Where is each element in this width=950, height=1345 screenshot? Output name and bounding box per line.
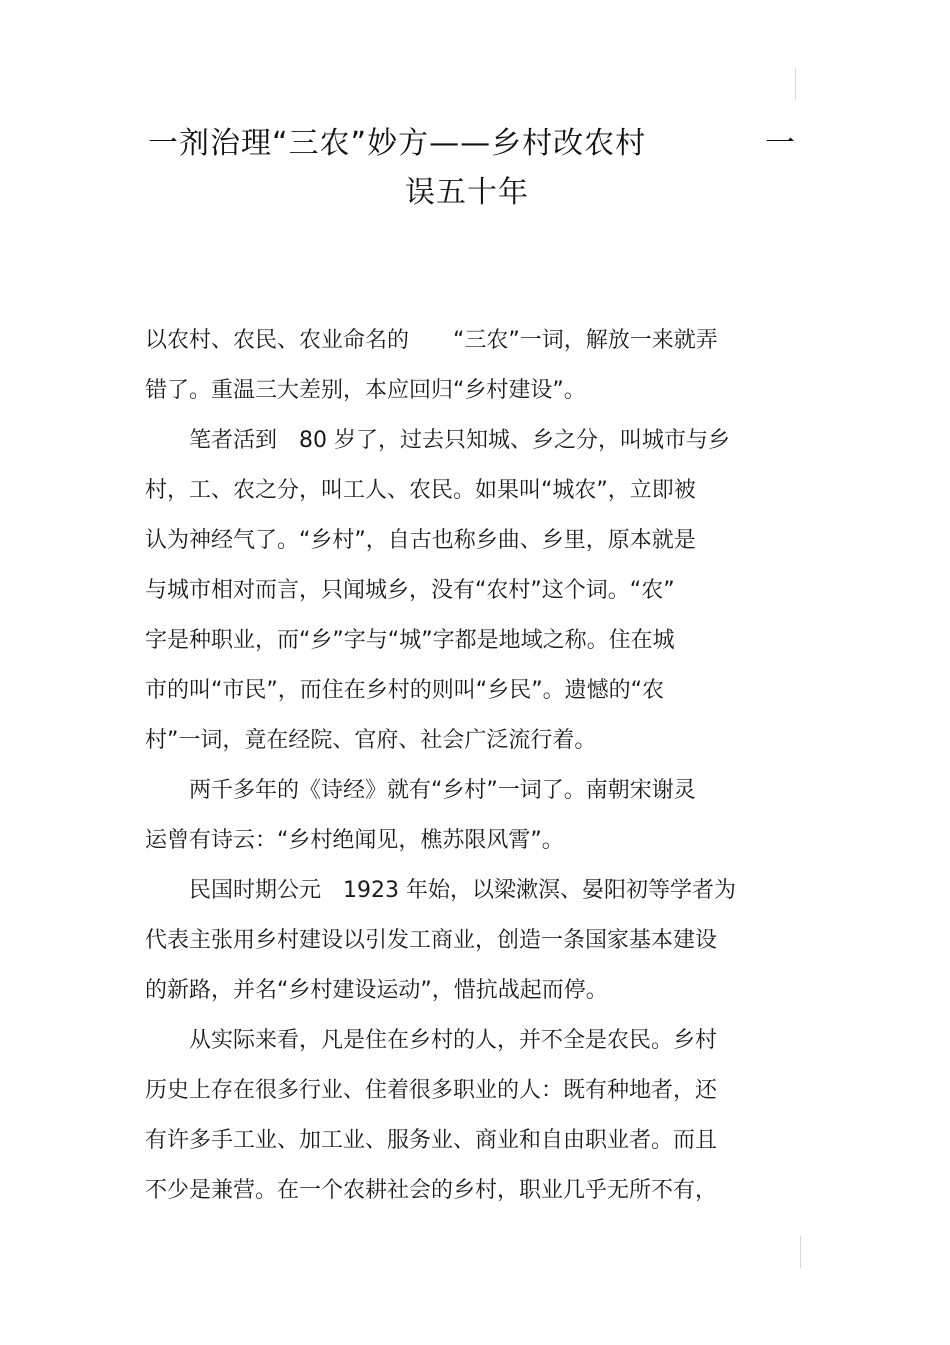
title-line-1-end: 一 <box>765 126 795 161</box>
body-line: 村”一词，竟在经院、官府、社会广泛流行着。 <box>145 728 597 753</box>
body-line: 两千多年的《诗经》就有“乡村”一词了。南朝宋谢灵 <box>145 778 696 803</box>
body-line: 代表主张用乡村建设以引发工商业，创造一条国家基本建设 <box>145 928 718 953</box>
body-line: 认为神经气了。“乡村”，自古也称乡曲、乡里，原本就是 <box>145 528 696 553</box>
page-corner-mark-top <box>795 68 796 100</box>
body-line: 民国时期公元 1923 年始，以梁漱溟、晏阳初等学者为 <box>145 878 736 903</box>
body-line: 以农村、农民、农业命名的 “三农”一词，解放一来就弄 <box>145 328 718 353</box>
page-corner-mark-bottom <box>800 1236 801 1268</box>
body-line: 笔者活到 80 岁了，过去只知城、乡之分，叫城市与乡 <box>145 428 730 453</box>
body-line: 与城市相对而言，只闻城乡，没有“农村”这个词。“农” <box>145 578 675 603</box>
body-line: 村，工、农之分，叫工人、农民。如果叫“城农”，立即被 <box>145 478 696 503</box>
body-line: 字是种职业，而“乡”字与“城”字都是地域之称。住在城 <box>145 628 675 653</box>
body-line: 市的叫“市民”，而住在乡村的则叫“乡民”。遗憾的“农 <box>145 678 664 703</box>
body-line: 运曾有诗云：“乡村绝闻见，樵苏限风霄”。 <box>145 828 564 853</box>
title-line-2: 误五十年 <box>405 175 529 210</box>
title-line-1: 一剂治理“三农”妙方——乡村改农村 <box>148 126 647 161</box>
body-line: 有许多手工业、加工业、服务业、商业和自由职业者。而且 <box>145 1128 718 1153</box>
body-line: 历史上存在很多行业、住着很多职业的人：既有种地者，还 <box>145 1078 718 1103</box>
body-line: 不少是兼营。在一个农耕社会的乡村，职业几乎无所不有， <box>145 1178 718 1203</box>
body-line: 错了。重温三大差别，本应回归“乡村建设”。 <box>145 378 586 403</box>
body-line: 的新路，并名“乡村建设运动”，惜抗战起而停。 <box>145 978 608 1003</box>
body-line: 从实际来看，凡是住在乡村的人，并不全是农民。乡村 <box>145 1028 718 1053</box>
